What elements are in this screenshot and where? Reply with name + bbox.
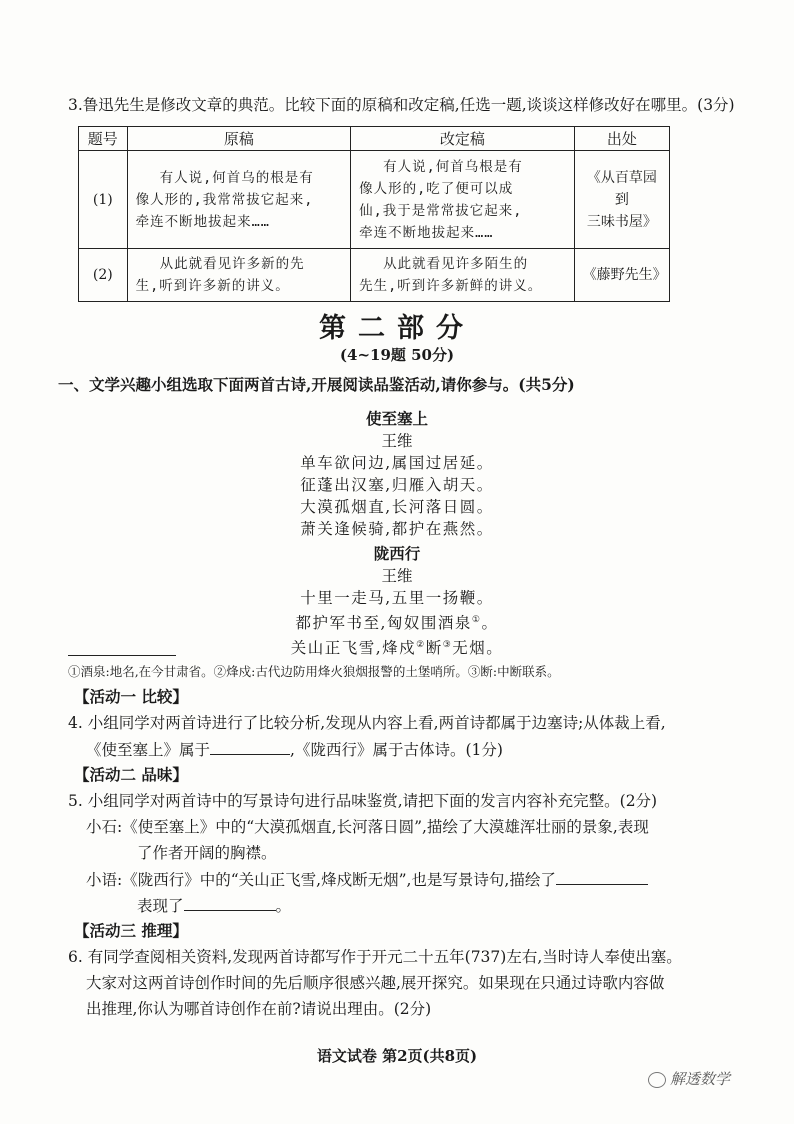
poem-text: 断 <box>425 639 443 658</box>
poem-title: 陇西行 <box>373 544 421 563</box>
header-revised: 改定稿 <box>351 127 575 151</box>
poem-title: 使至塞上 <box>365 409 428 428</box>
q5-text: 小语:《陇西行》中的“关山正飞雪,烽戍断无烟”,也是写景诗句,描绘了 <box>86 871 556 889</box>
poem-2 <box>0 543 794 659</box>
text-line: 像人形的,吃了便可以成 <box>359 180 514 197</box>
footnote-mark: ① <box>471 615 482 625</box>
table-header-row <box>79 127 670 151</box>
watermark <box>648 1068 730 1089</box>
footnote-divider <box>68 655 176 656</box>
q6-line: 6. 有同学查阅相关资料,发现两首诗都写作于开元二十五年(737)左右,当时诗人奉使出塞。 <box>68 948 682 966</box>
text-line: 仙,我于是常常拔它起来, <box>359 202 523 219</box>
comparison-table <box>78 126 670 302</box>
part-subtitle: (4~19题 50分) <box>339 346 455 364</box>
poem-line: 十里一走马,五里一扬鞭。 <box>300 589 494 607</box>
q3-prompt: 3.鲁迅先生是修改文章的典范。比较下面的原稿和改定稿,任选一题,谈谈这样修改好在哪里。(3分) <box>68 96 735 114</box>
watermark-text: 解透数学 <box>670 1070 731 1088</box>
text-line: 从此就看见许多陌生的 <box>383 256 529 272</box>
activity-2-heading: 【活动二 品味】 <box>74 765 188 784</box>
table-row <box>79 249 670 302</box>
poem-line: 大漠孤烟直,长河落日圆。 <box>300 498 494 516</box>
q4-answer-line <box>86 738 503 761</box>
poem-text: 无烟。 <box>452 639 504 658</box>
part-title: 第二部分 <box>319 313 475 344</box>
q4-text: ,《陇西行》属于古体诗。(1分) <box>290 741 503 759</box>
text-line: 牵连不断地拔起来…… <box>359 224 494 241</box>
poem-line: 单车欲问边,属国过居延。 <box>300 454 494 472</box>
original-text <box>127 249 351 302</box>
text-line: 有人说,何首乌的根是有 <box>159 169 314 186</box>
q5-xiaoshi-line: 小石:《使至塞上》中的“大漠孤烟直,长河落日圆”,描绘了大漠雄浑壮丽的景象,表现 <box>86 818 649 836</box>
header-source: 出处 <box>574 127 669 151</box>
poem-text: 都护军书至,匈奴围酒泉 <box>295 614 472 633</box>
row-num: (1) <box>79 151 128 249</box>
table-row <box>79 151 670 249</box>
text-line: 有人说,何首乌根是有 <box>383 158 523 175</box>
header-num: 题号 <box>79 127 128 151</box>
poem-line <box>0 609 794 634</box>
q4-text: 《使至塞上》属于 <box>86 741 211 759</box>
source-text: 《藤野先生》 <box>574 249 669 302</box>
poem-line: 萧关逢候骑,都护在燕然。 <box>300 520 494 538</box>
row-num: (2) <box>79 249 128 302</box>
section-heading: 一、文学兴趣小组选取下面两首古诗,开展阅读品鉴活动,请你参与。(共5分) <box>58 375 575 394</box>
footnote: ①酒泉:地名,在今甘肃省。②烽戍:古代边防用烽火狼烟报警的土堡哨所。③断:中断联系。 <box>68 664 560 679</box>
poem-line: 征蓬出汉塞,归雁入胡天。 <box>300 476 494 494</box>
q6-line: 出推理,你认为哪首诗创作在前?请说出理由。(2分) <box>86 1000 432 1018</box>
q5-xiaoyu-line <box>86 868 648 891</box>
q5-line: 5. 小组同学对两首诗中的写景诗句进行品味鉴赏,请把下面的发言内容补充完整。(2分) <box>68 792 658 810</box>
poem-text: 关山正飞雪,烽戍 <box>290 639 417 658</box>
q4-answer-blank[interactable] <box>210 738 290 755</box>
footnote-mark: ② <box>416 640 426 651</box>
q5-xiaoyu-line <box>137 894 291 917</box>
revised-text <box>351 151 575 249</box>
poem-author: 王维 <box>381 432 413 450</box>
q5-text: 。 <box>275 897 292 915</box>
header-original: 原稿 <box>127 127 351 151</box>
text-line: 《从百草园到 <box>586 169 657 208</box>
activity-3-heading: 【活动三 推理】 <box>74 921 188 940</box>
text-line: 牵连不断地拔起来…… <box>135 213 270 230</box>
revised-text <box>351 249 575 302</box>
q5-xiaoshi-line: 了作者开阔的胸襟。 <box>137 844 277 862</box>
source-text <box>574 151 669 249</box>
text-line: 先生,听到许多新鲜的讲义。 <box>359 278 543 294</box>
text-line: 三味书屋》 <box>586 213 657 230</box>
original-text <box>127 151 351 249</box>
wechat-icon <box>648 1072 666 1088</box>
q4-line: 4. 小组同学对两首诗进行了比较分析,发现从内容上看,两首诗都属于边塞诗;从体裁上看, <box>68 714 666 732</box>
page-footer: 语文试卷 第2页(共8页) <box>316 1047 478 1065</box>
q5-answer-blank-2[interactable] <box>184 894 276 911</box>
text-line: 像人形的,我常常拔它起来, <box>135 191 314 208</box>
activity-1-heading: 【活动一 比较】 <box>74 687 188 706</box>
q5-text: 表现了 <box>137 897 184 915</box>
q5-answer-blank-1[interactable] <box>556 868 648 885</box>
poem-1 <box>0 408 794 540</box>
poem-author: 王维 <box>381 567 413 585</box>
q6-line: 大家对这两首诗创作时间的先后顺序很感兴趣,展开探究。如果现在只通过诗歌内容做 <box>86 974 665 992</box>
text-line: 生,听到许多新的讲义。 <box>135 278 290 294</box>
footnote-mark: ③ <box>442 640 453 651</box>
text-line: 从此就看见许多新的先 <box>159 256 305 272</box>
poem-text: 。 <box>481 614 499 633</box>
